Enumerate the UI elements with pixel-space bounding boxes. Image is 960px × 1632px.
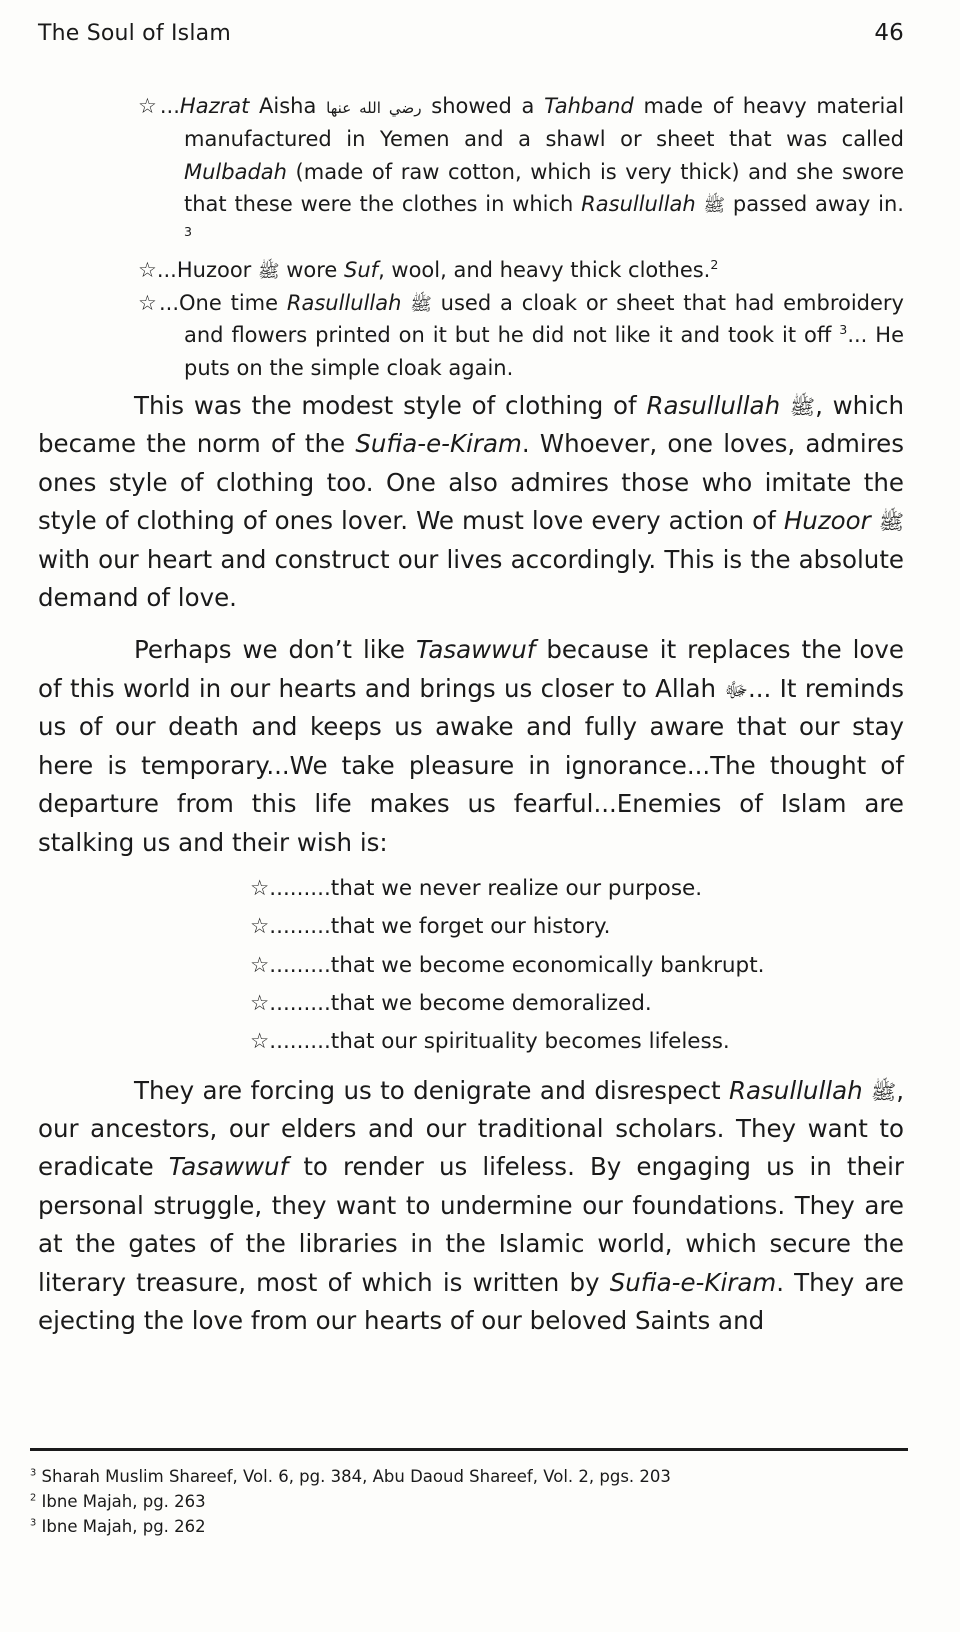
paragraph-closing: They are forcing us to denigrate and disrespect Rasullullah ﷺ, our ancestors, our elders and our traditional scholars. They want to eradicate Tasawwuf to render us lifeless. By engaging us in their personal struggle, they want to undermine our foundations. They are at the gates of the libraries in the Islamic world, which secure the literary treasure, most of which is written by Sufia-e-Kiram. They are ejecting the love from our hearts of our beloved Saints and xyxy=(38,1075,904,1336)
hadith-item-embroidered-cloak: ☆...One time Rasullullah ﷺ used a cloak or sheet that had embroidery and flowers printed on it but he did not like it and took it off $^3$... He puts on the simple cloak again. xyxy=(138,290,904,380)
page-header xyxy=(38,20,904,46)
paragraph-modest-clothing: This was the modest style of clothing of Rasullullah ﷺ, which became the norm of the Sufia-e-Kiram. Whoever, one loves, admires ones style of clothing too. One also admires those who imitate the style of clothing of ones lover. We must love every action of Huzoor ﷺ with our heart and construct our lives accordingly. This is the absolute demand of love. xyxy=(38,390,905,613)
wish-item-bankrupt: ☆.........that we become economically bankrupt. xyxy=(250,952,765,978)
hadith-item-clothes-of-passing: ☆...Hazrat Aisha رضي الله عنها showed a Tahband made of heavy material manufactured in Yemen and a shawl or sheet that was called Mulbadah (made of raw cotton, which is very thick) and she swore that these were the clothes in which Rasullullah ﷺ passed away in. $^3$ xyxy=(138,94,905,239)
running-header-title: The Soul of Islam xyxy=(38,21,231,46)
wish-item-purpose: ☆.........that we never realize our purpose. xyxy=(250,876,703,902)
footnote-ibne-majah-263: $^2$ Ibne Majah, pg. 263 xyxy=(30,1491,206,1511)
page-number: 46 xyxy=(874,20,904,46)
hadith-item-wool-clothes: ☆...Huzoor ﷺ wore Suf, wool, and heavy thick clothes.$^2$ xyxy=(138,256,719,282)
wish-list xyxy=(250,870,904,1061)
wish-item-spirituality: ☆.........that our spirituality becomes lifeless. xyxy=(250,1029,730,1055)
hadith-list xyxy=(138,90,904,385)
footnotes-section xyxy=(30,1448,908,1539)
footnote-ibne-majah-262: $^3$ Ibne Majah, pg. 262 xyxy=(30,1516,206,1536)
wish-item-history: ☆.........that we forget our history. xyxy=(250,914,611,940)
footnote-divider xyxy=(30,1448,908,1451)
paragraph-tasawwuf: Perhaps we don’t like Tasawwuf because it replaces the love of this world in our hearts and brings us closer to Allah ﷻ... It reminds us of our death and keeps us awake and fully aware that our stay here is temporary...We take pleasure in ignorance...The thought of departure from this life makes us fearful...Enemies of Islam are stalking us and their wish is: xyxy=(38,635,904,857)
footnote-sharah-muslim: $^3$ Sharah Muslim Shareef, Vol. 6, pg. 384, Abu Daoud Shareef, Vol. 2, pgs. 203 xyxy=(30,1467,671,1486)
wish-item-demoralized: ☆.........that we become demoralized. xyxy=(250,990,652,1016)
